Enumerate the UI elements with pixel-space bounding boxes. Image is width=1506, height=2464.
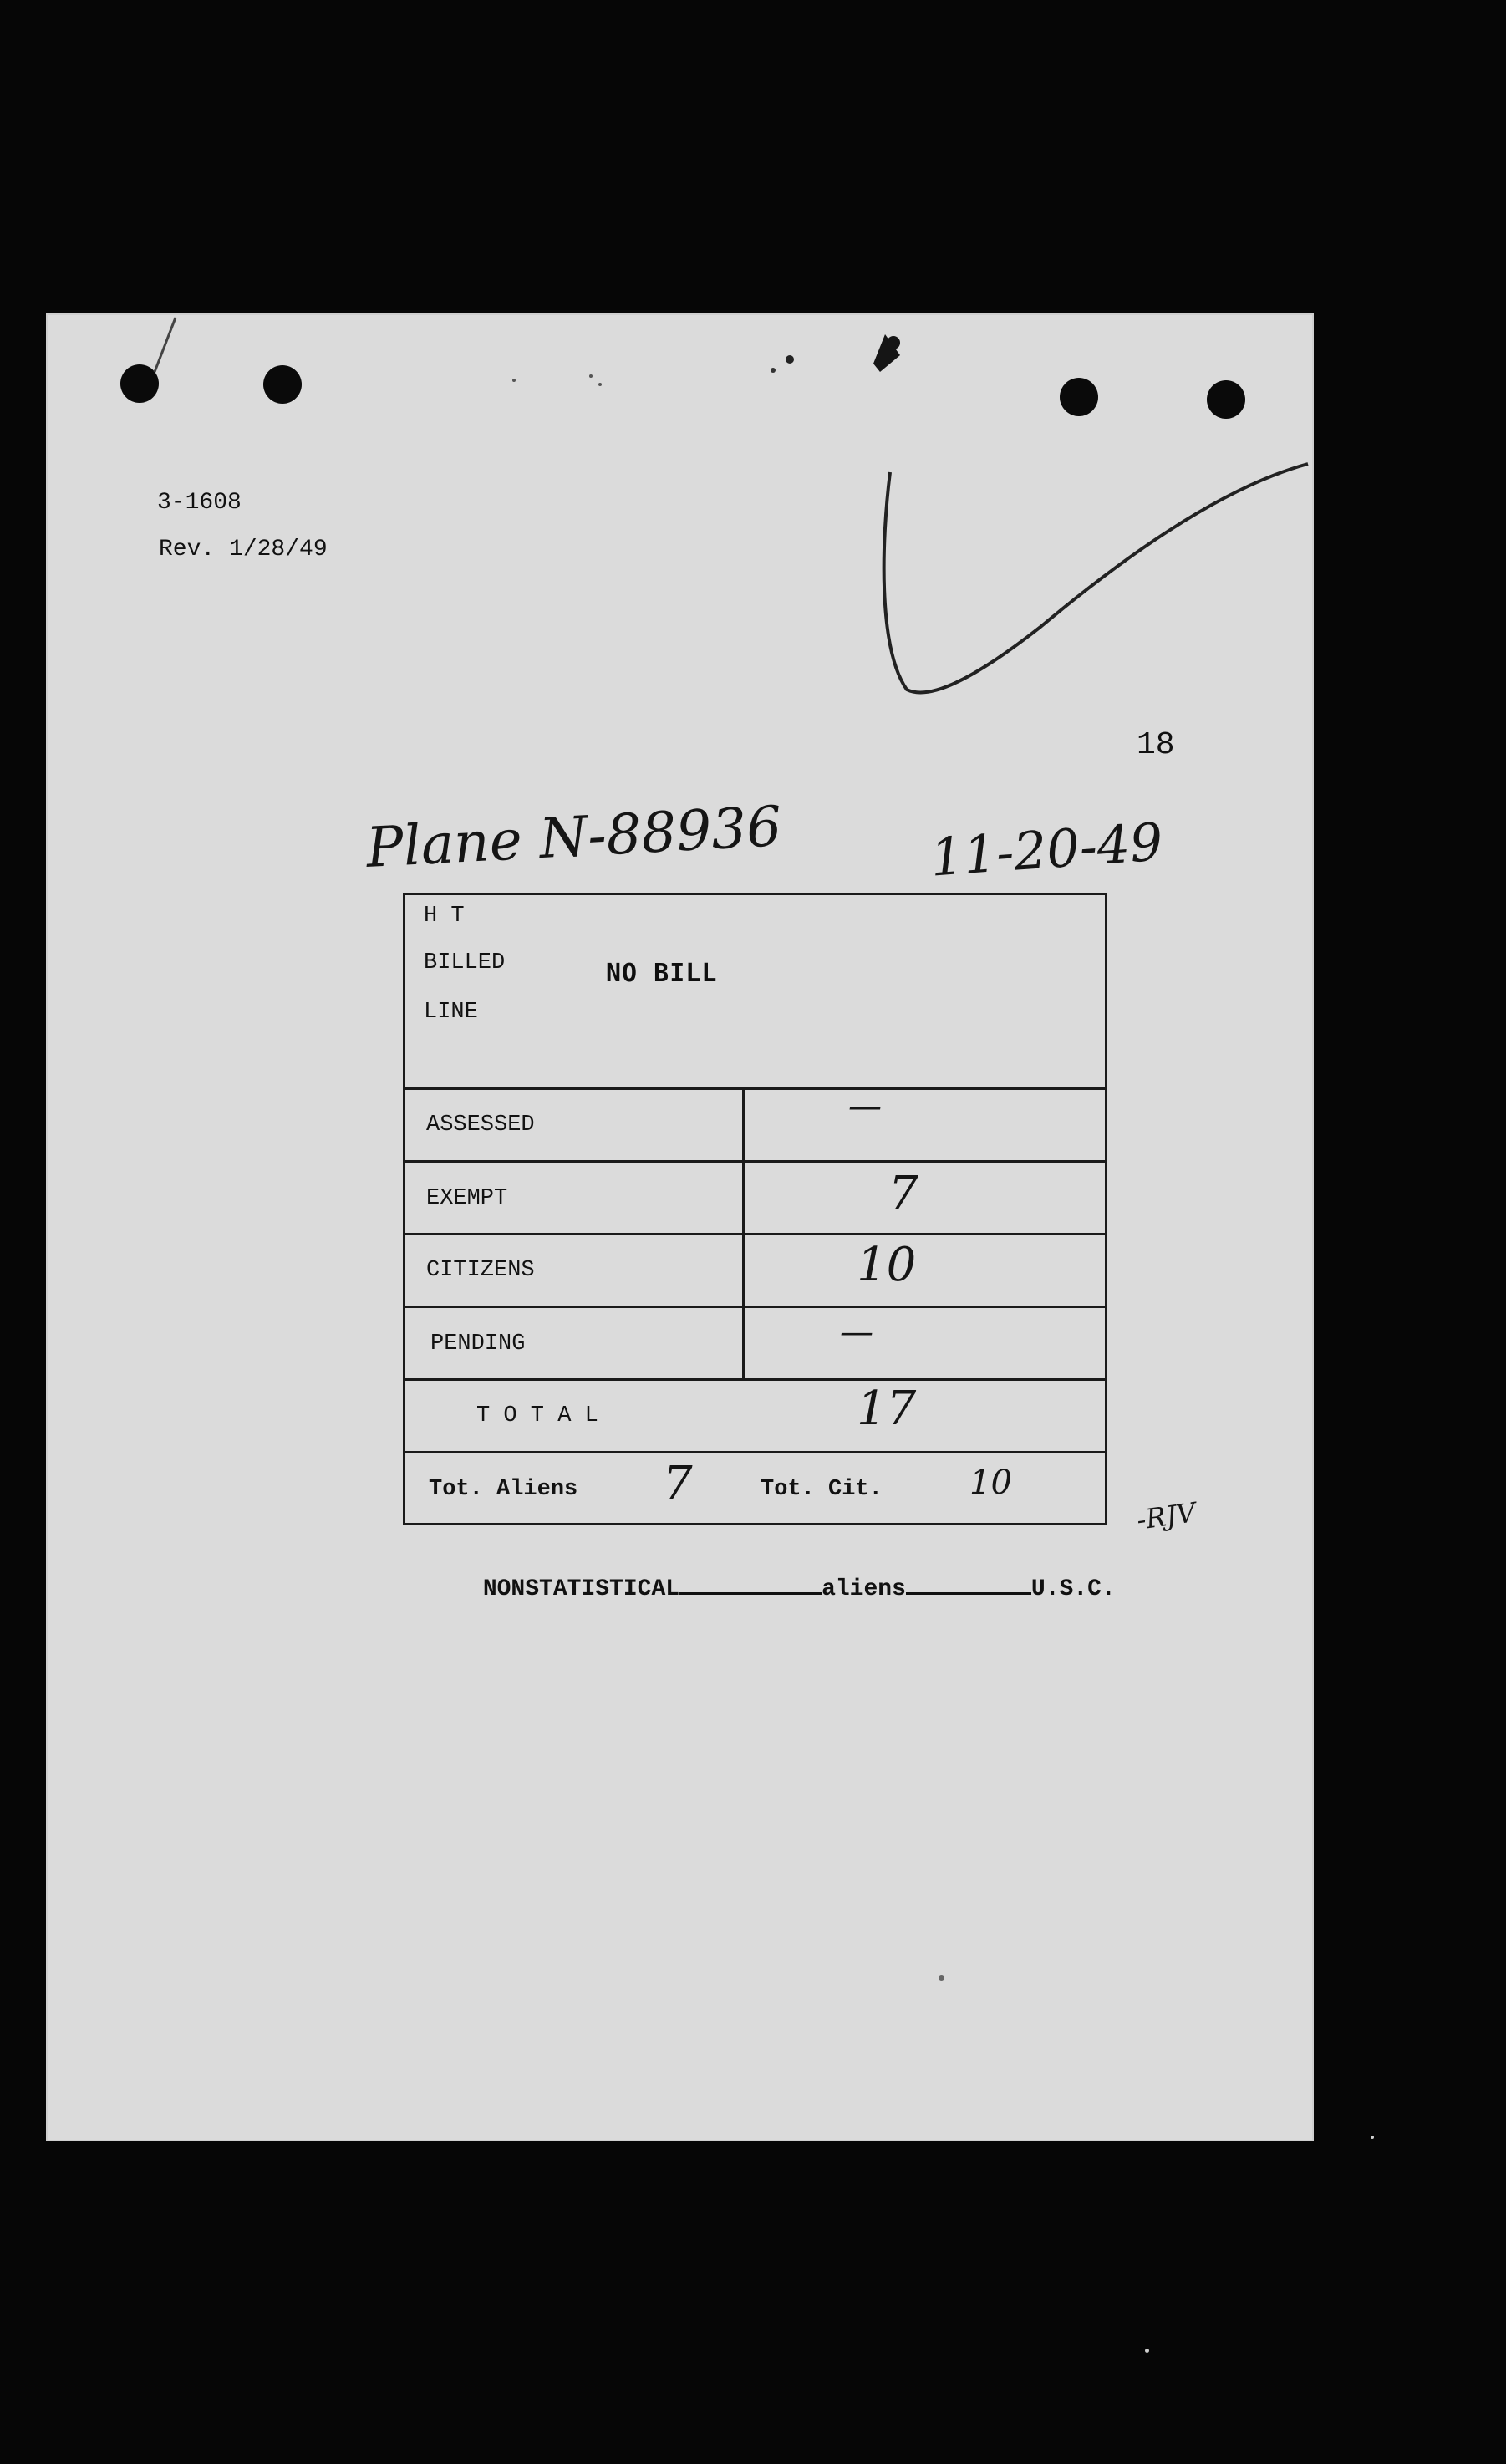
revision-date: Rev. 1/28/49	[159, 537, 328, 563]
page-number: 18	[1137, 727, 1175, 763]
divider	[405, 1233, 1107, 1235]
pending-label: PENDING	[430, 1331, 526, 1357]
column-divider	[742, 1087, 745, 1378]
total-citizens-value: 10	[969, 1464, 1012, 1502]
assessed-value: —	[848, 1087, 882, 1126]
total-aliens-value: 7	[663, 1457, 693, 1511]
citizens-label: CITIZENS	[426, 1258, 535, 1283]
total-label: T O T A L	[476, 1403, 598, 1428]
document-page	[46, 313, 1314, 2141]
form-number: 3-1608	[157, 490, 242, 516]
nonstatistical-label: NONSTATISTICAL	[482, 1576, 680, 1602]
usc-label: U.S.C.	[1030, 1576, 1116, 1602]
dust-speck	[1371, 2136, 1374, 2139]
line-label: LINE	[424, 1000, 478, 1025]
divider	[405, 1160, 1107, 1163]
aliens-label: aliens	[822, 1576, 906, 1602]
divider	[405, 1306, 1107, 1308]
no-bill-stamp: NO BILL	[606, 959, 718, 988]
exempt-label: EXEMPT	[426, 1186, 508, 1211]
manifest-tally-form	[403, 893, 1107, 1525]
ht-label: H T	[424, 904, 465, 929]
total-value: 17	[857, 1382, 917, 1436]
divider	[405, 1087, 1107, 1090]
citizens-value: 10	[857, 1238, 917, 1292]
pending-value: —	[840, 1313, 873, 1352]
dust-speck	[1145, 2349, 1149, 2353]
blank-line	[679, 1592, 822, 1595]
handwritten-date: 11-20-49	[928, 811, 1165, 888]
billed-label: BILLED	[424, 950, 506, 975]
footer-line	[399, 1550, 1116, 1628]
total-aliens-label: Tot. Aliens	[429, 1477, 578, 1502]
blank-line	[906, 1592, 1031, 1595]
divider	[405, 1378, 1107, 1381]
vessel-identifier: Plane N-88936	[364, 794, 784, 880]
check-mark-icon	[884, 464, 1308, 692]
assessed-label: ASSESSED	[426, 1112, 535, 1138]
divider	[405, 1451, 1107, 1453]
total-citizens-label: Tot. Cit.	[761, 1477, 883, 1502]
reviewer-initials: -RJV	[1134, 1496, 1198, 1536]
ink-dot	[939, 1975, 944, 1981]
exempt-value: 7	[888, 1167, 918, 1221]
